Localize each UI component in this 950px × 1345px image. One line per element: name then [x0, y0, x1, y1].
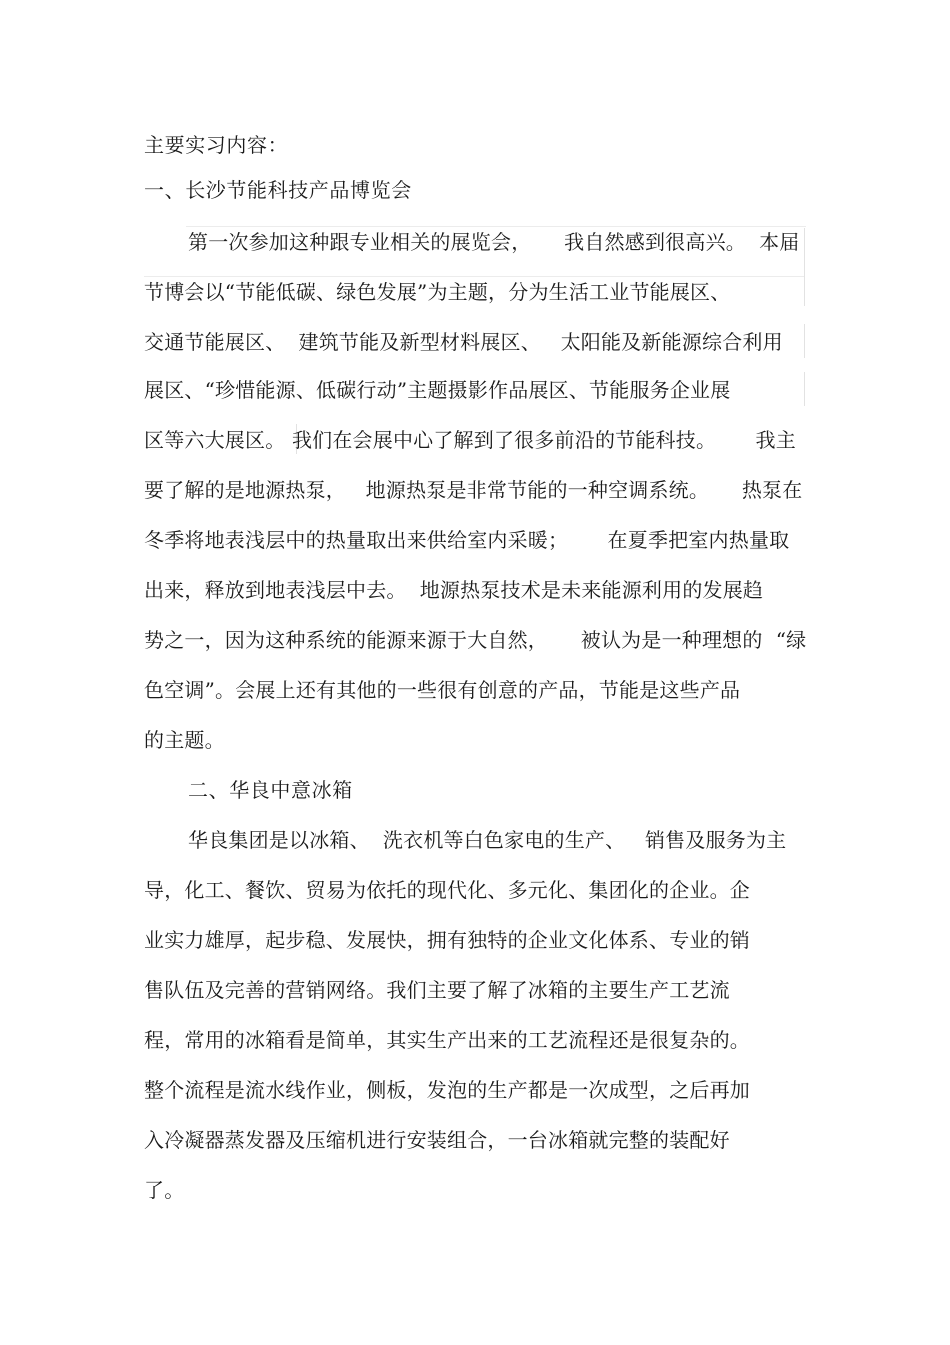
paragraph-line: 色空调”。会展上还有其他的一些很有创意的产品，节能是这些产品 [144, 678, 741, 702]
paragraph-line: 业实力雄厚，起步稳、发展快，拥有独特的企业文化体系、专业的销 [144, 928, 750, 952]
paragraph-line: 区等六大展区。 我们在会展中心了解到了很多前沿的节能科技。 我主 [144, 428, 796, 452]
paragraph-line: 导，化工、餐饮、贸易为依托的现代化、多元化、集团化的企业。企 [144, 878, 750, 902]
paragraph-line: 了。 [144, 1178, 185, 1202]
scan-rule [804, 276, 805, 306]
paragraph-line: 售队伍及完善的营销网络。我们主要了解了冰箱的主要生产工艺流 [144, 978, 730, 1002]
paragraph-line: 第一次参加这种跟专业相关的展览会， 我自然感到很高兴。 本届 [188, 230, 800, 254]
section-heading: 一、长沙节能科技产品博览会 [144, 178, 412, 202]
paragraph-line: 的主题。 [144, 728, 225, 752]
paragraph-line: 展区、“珍惜能源、低碳行动”主题摄影作品展区、节能服务企业展 [144, 378, 731, 402]
paragraph-line: 冬季将地表浅层中的热量取出来供给室内采暖； 在夏季把室内热量取 [144, 528, 790, 552]
section-heading: 二、华良中意冰箱 [188, 778, 353, 802]
scan-rule [804, 372, 805, 406]
scan-rule [804, 324, 805, 358]
paragraph-line: 整个流程是流水线作业，侧板，发泡的生产都是一次成型，之后再加 [144, 1078, 750, 1102]
paragraph-line: 要了解的是地源热泵， 地源热泵是非常节能的一种空调系统。 热泵在 [144, 478, 803, 502]
scan-rule [804, 228, 805, 276]
paragraph-line: 入冷凝器蒸发器及压缩机进行安装组合，一台冰箱就完整的装配好 [144, 1128, 730, 1152]
scan-rule [186, 226, 806, 227]
scan-rule [144, 276, 804, 277]
paragraph-line: 交通节能展区、 建筑节能及新型材料展区、 太阳能及新能源综合利用 [144, 330, 783, 354]
paragraph-line: 节博会以“节能低碳、绿色发展”为主题，分为生活工业节能展区、 [144, 280, 731, 304]
paragraph-line: 程，常用的冰箱看是简单，其实生产出来的工艺流程还是很复杂的。 [144, 1028, 750, 1052]
page-title: 主要实习内容： [144, 133, 289, 157]
paragraph-line: 出来，释放到地表浅层中去。 地源热泵技术是未来能源利用的发展趋 [144, 578, 764, 602]
paragraph-line: 势之一，因为这种系统的能源来源于大自然， 被认为是一种理想的 “绿 [144, 628, 807, 652]
paragraph-line: 华良集团是以冰箱、 洗衣机等白色家电的生产、 销售及服务为主 [188, 828, 787, 852]
